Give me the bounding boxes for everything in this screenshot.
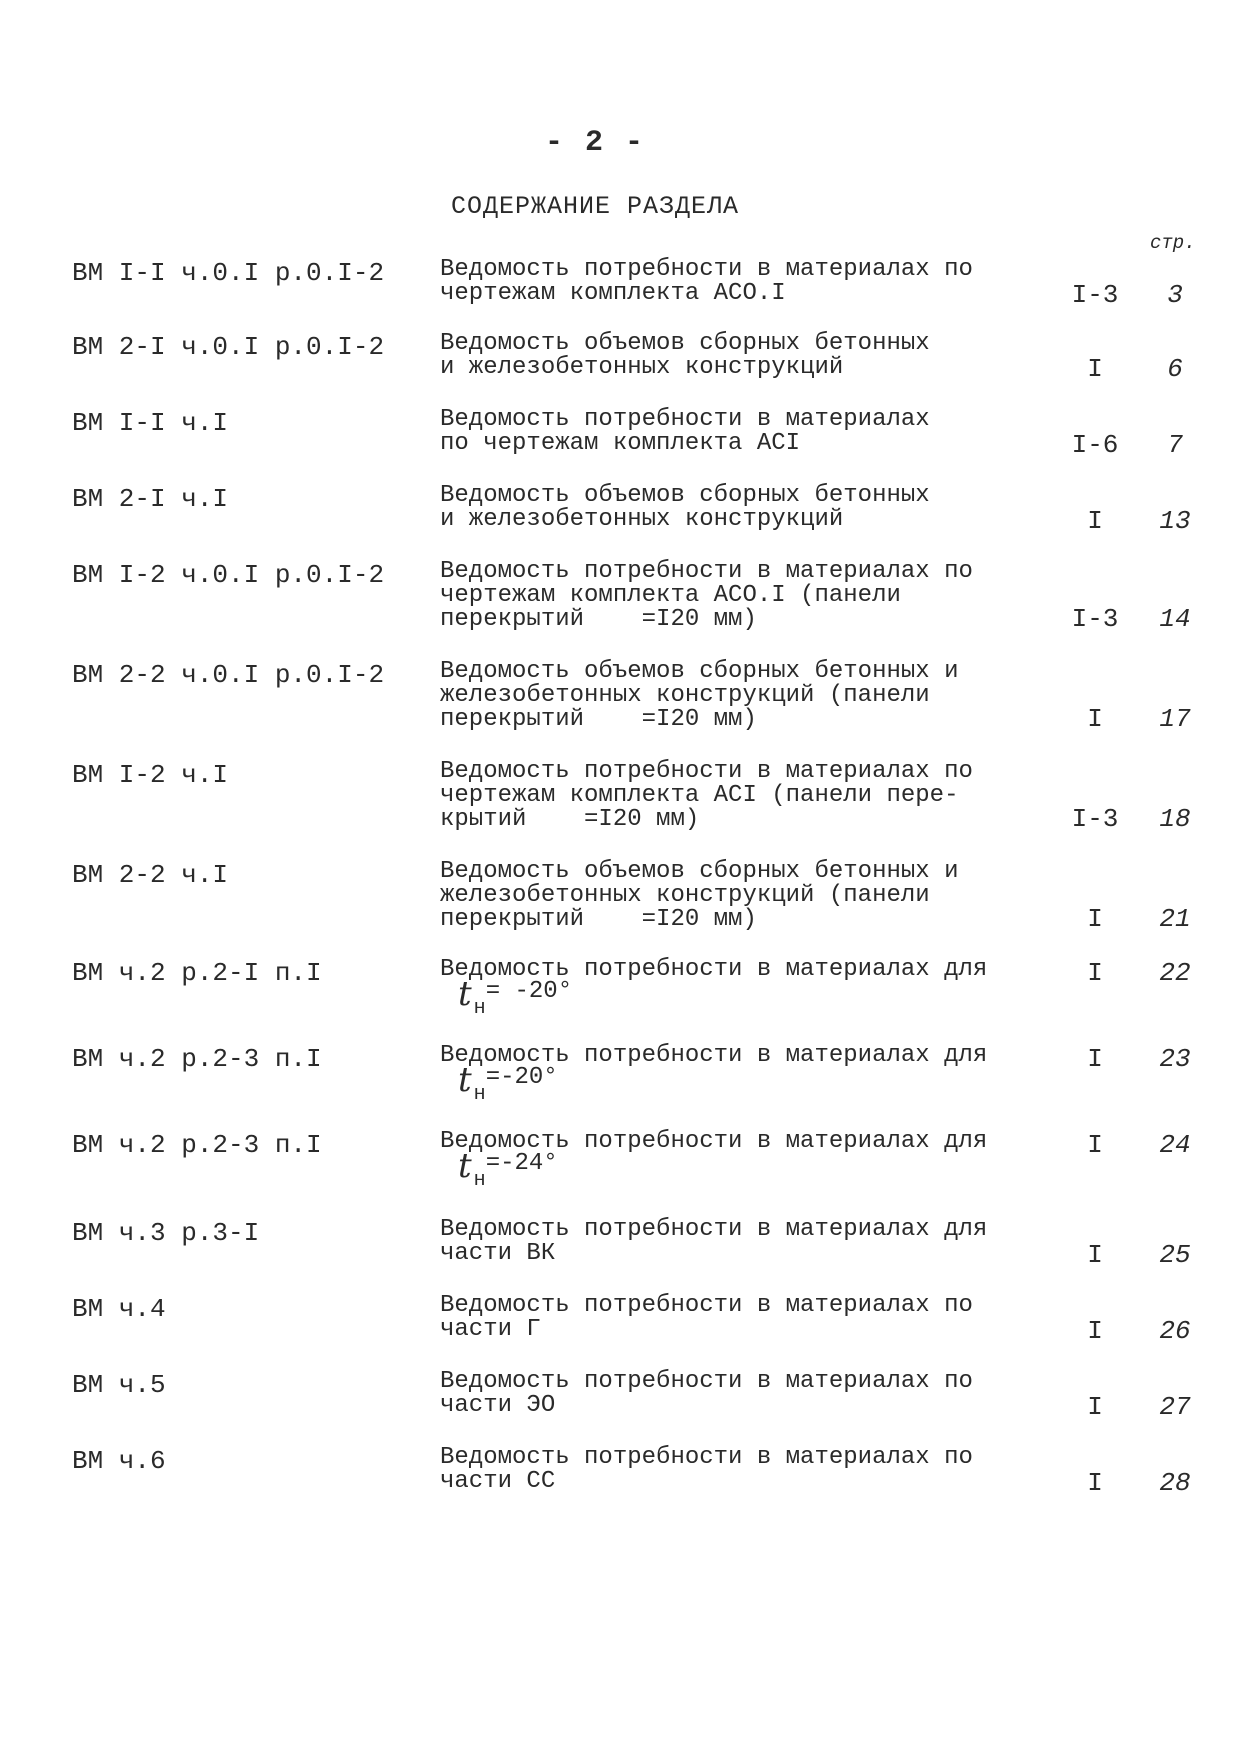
description-line: Ведомость потребности в материалах по (440, 256, 973, 283)
temperature-value: =-24° (485, 1150, 558, 1177)
page-ref: 18 (1159, 804, 1191, 834)
page-ref: 17 (1159, 704, 1191, 734)
entry-description (440, 1446, 1040, 1494)
page-ref: 6 (1167, 354, 1183, 384)
page-ref: 23 (1159, 1044, 1191, 1074)
entry-description (440, 1370, 1040, 1418)
contents-entry (0, 958, 1247, 1028)
temperature-subscript: н (473, 1169, 486, 1192)
description-line: перекрытий =I20 мм) (440, 706, 757, 733)
sheet-range: I (1087, 506, 1103, 536)
entry-description (440, 1294, 1040, 1342)
page-ref: 7 (1167, 430, 1183, 460)
page-ref: 26 (1159, 1316, 1191, 1346)
temperature-value: = -20° (485, 978, 573, 1005)
description-line: чертежам комплекта АСI (панели пере- (440, 782, 959, 809)
contents-entry (0, 1130, 1247, 1200)
contents-entry (0, 1294, 1247, 1364)
sheet-range: I-3 (1071, 804, 1119, 834)
description-line: части СС (440, 1468, 556, 1495)
temperature-formula (440, 974, 1040, 1021)
description-line: Ведомость потребности в материалах для (440, 1216, 988, 1243)
page-ref: 3 (1167, 280, 1183, 310)
entry-description (440, 258, 1040, 306)
page-title: СОДЕРЖАНИЕ РАЗДЕЛА (450, 192, 740, 221)
description-line: Ведомость объемов сборных бетонных и (440, 658, 959, 685)
temperature-subscript: н (473, 1083, 486, 1106)
entry-description (440, 1218, 1040, 1266)
temperature-symbol: t (458, 974, 472, 1014)
description-line: Ведомость потребности в материалах по (440, 1368, 973, 1395)
entry-description (440, 1044, 1040, 1107)
entry-description (440, 660, 1040, 732)
sheet-range: I (1087, 1392, 1103, 1422)
document-code: ВМ I-2 ч.I (72, 760, 229, 790)
page-ref: 14 (1159, 604, 1191, 634)
page-ref: 27 (1159, 1392, 1191, 1422)
description-line: железобетонных конструкций (панели (440, 882, 930, 909)
temperature-subscript: н (473, 997, 486, 1020)
description-line: Ведомость потребности в материалах по (440, 758, 973, 785)
description-line: части ЭО (440, 1392, 556, 1419)
document-code: ВМ ч.6 (72, 1446, 166, 1476)
contents-entry (0, 484, 1247, 554)
document-code: ВМ ч.3 р.3-I (72, 1218, 260, 1248)
sheet-range: I (1087, 1044, 1103, 1074)
document-code: ВМ ч.2 р.2-I п.I (72, 958, 322, 988)
temperature-symbol: t (458, 1146, 472, 1186)
contents-entry (0, 408, 1247, 478)
description-line: Ведомость потребности в материалах для (440, 956, 988, 983)
entry-description (440, 408, 1040, 456)
contents-entry (0, 858, 1247, 934)
description-line: крытий =I20 мм) (440, 806, 700, 833)
description-line: Ведомость потребности в материалах по (440, 558, 973, 585)
document-code: ВМ ч.2 р.2-3 п.I (72, 1044, 322, 1074)
description-line: части Г (440, 1316, 541, 1343)
sheet-range: I (1087, 1240, 1103, 1270)
sheet-range: I (1087, 704, 1103, 734)
description-line: и железобетонных конструкций (440, 506, 844, 533)
temperature-symbol: t (458, 1060, 472, 1100)
document-code: ВМ ч.5 (72, 1370, 166, 1400)
page-ref: 22 (1159, 958, 1191, 988)
description-line: чертежам комплекта АСО.I (440, 280, 786, 307)
entry-description (440, 958, 1040, 1021)
sheet-range: I-3 (1071, 604, 1119, 634)
document-code: ВМ I-I ч.I (72, 408, 229, 438)
page-ref: 25 (1159, 1240, 1191, 1270)
document-code: ВМ 2-2 ч.I (72, 860, 229, 890)
entry-description (440, 1130, 1040, 1193)
description-line: Ведомость потребности в материалах по (440, 1292, 973, 1319)
page-column-header: стр. (1150, 232, 1196, 254)
description-line: части ВК (440, 1240, 556, 1267)
sheet-range: I (1087, 354, 1103, 384)
contents-entry (0, 1446, 1247, 1516)
entry-description (440, 860, 1040, 932)
description-line: и железобетонных конструкций (440, 354, 844, 381)
description-line: Ведомость объемов сборных бетонных (440, 330, 930, 357)
document-code: ВМ 2-I ч.0.I р.0.I-2 (72, 332, 385, 362)
page-number: - 2 - (544, 126, 645, 160)
page-ref: 28 (1159, 1468, 1191, 1498)
sheet-range: I (1087, 1316, 1103, 1346)
contents-entry (0, 1218, 1247, 1288)
description-line: Ведомость потребности в материалах по (440, 1444, 973, 1471)
description-line: железобетонных конструкций (панели (440, 682, 930, 709)
contents-entry (0, 758, 1247, 834)
entry-description (440, 484, 1040, 532)
description-line: Ведомость потребности в материалах для (440, 1042, 988, 1069)
temperature-formula (440, 1060, 1040, 1107)
entry-description (440, 760, 1040, 832)
description-line: Ведомость потребности в материалах для (440, 1128, 988, 1155)
contents-entry (0, 1370, 1247, 1440)
document-code: ВМ 2-I ч.I (72, 484, 229, 514)
description-line: Ведомость потребности в материалах (440, 406, 930, 433)
contents-entry (0, 658, 1247, 734)
sheet-range: I (1087, 904, 1103, 934)
sheet-range: I (1087, 1468, 1103, 1498)
document-code: ВМ ч.4 (72, 1294, 166, 1324)
description-line: перекрытий =I20 мм) (440, 606, 757, 633)
sheet-range: I-6 (1071, 430, 1119, 460)
contents-entry (0, 332, 1247, 402)
document-code: ВМ ч.2 р.2-3 п.I (72, 1130, 322, 1160)
sheet-range: I (1087, 958, 1103, 988)
page-ref: 21 (1159, 904, 1191, 934)
temperature-value: =-20° (485, 1064, 558, 1091)
sheet-range: I (1087, 1130, 1103, 1160)
description-line: перекрытий =I20 мм) (440, 906, 757, 933)
page-ref: 13 (1159, 506, 1191, 536)
contents-entry (0, 1044, 1247, 1114)
entry-description (440, 332, 1040, 380)
document-code: ВМ I-I ч.0.I р.0.I-2 (72, 258, 385, 288)
entry-description (440, 560, 1040, 632)
document-code: ВМ I-2 ч.0.I р.0.I-2 (72, 560, 385, 590)
temperature-formula (440, 1146, 1040, 1193)
description-line: Ведомость объемов сборных бетонных (440, 482, 930, 509)
document-code: ВМ 2-2 ч.0.I р.0.I-2 (72, 660, 385, 690)
contents-entry (0, 258, 1247, 328)
page-ref: 24 (1159, 1130, 1191, 1160)
sheet-range: I-3 (1071, 280, 1119, 310)
description-line: по чертежам комплекта АСI (440, 430, 801, 457)
contents-entry (0, 558, 1247, 634)
description-line: Ведомость объемов сборных бетонных и (440, 858, 959, 885)
description-line: чертежам комплекта АСО.I (панели (440, 582, 901, 609)
